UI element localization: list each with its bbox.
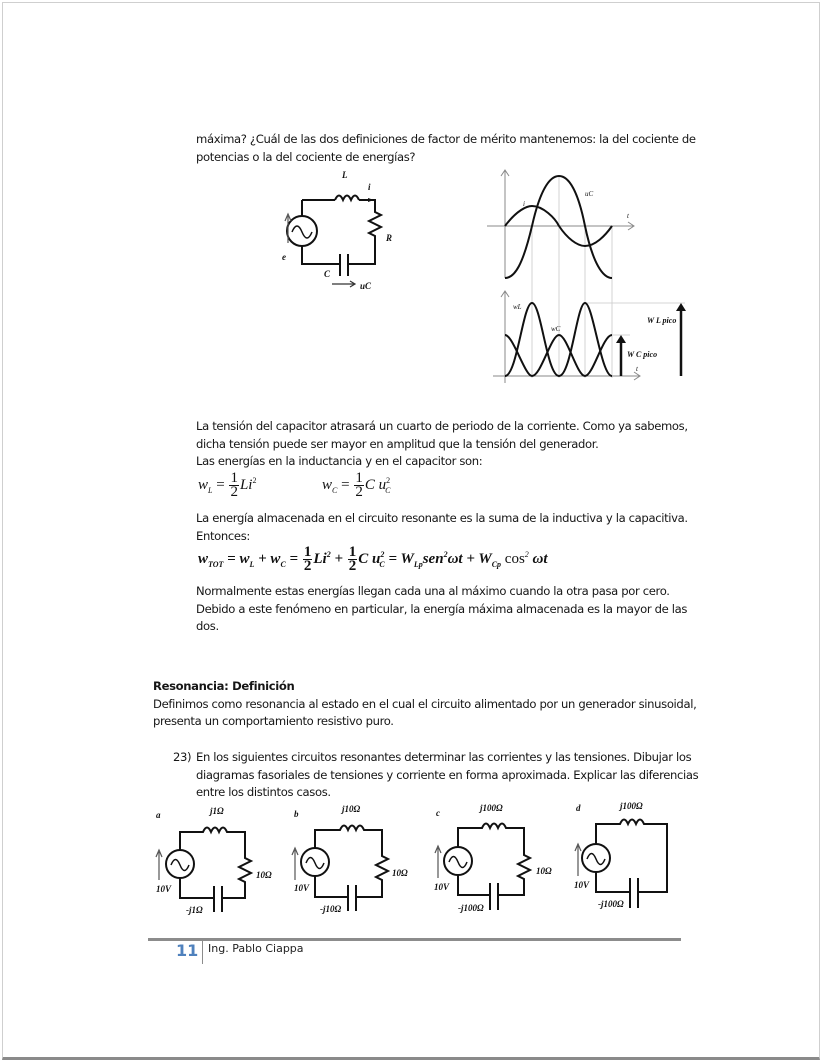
- eq-den: 2: [355, 484, 363, 500]
- eq-symbol: w: [322, 476, 333, 493]
- para1-line-2: dicha tensión puede ser mayor en amplitud que la tensión del generador.: [196, 437, 599, 451]
- label-wC: wC: [551, 325, 561, 333]
- inductor-reactance: j10Ω: [342, 804, 361, 814]
- eq-den: 2: [348, 558, 357, 574]
- label-uC: uC: [360, 281, 372, 291]
- label-R: R: [386, 233, 393, 243]
- exercise-number: 23): [173, 750, 192, 764]
- eq-part: ωt + W: [447, 550, 492, 567]
- intro-line-2: potencias o la del cociente de energías?: [196, 150, 416, 164]
- para1-line-1: La tensión del capacitor atrasará un cuarto de periodo de la corriente. Como ya sabemos,: [196, 419, 688, 433]
- eq-part: sen: [422, 550, 444, 567]
- eq-symbol: w: [198, 476, 209, 493]
- para2-line-2: Entonces:: [196, 529, 250, 543]
- label-C: C: [324, 269, 331, 279]
- label-L: L: [342, 170, 348, 180]
- energy-waveform: [485, 283, 695, 383]
- circuit-label: d: [576, 803, 581, 813]
- eq-part: C: [379, 559, 385, 569]
- eq-part: =: [289, 550, 299, 567]
- equation-wL: $w_L$ = $\frac{1}{2}$ Li$^2$: [198, 470, 257, 500]
- footer-separator: [202, 940, 203, 964]
- para3-line-3: dos.: [196, 619, 219, 633]
- eq-sup: 2: [386, 475, 391, 485]
- eq-rsub: C: [385, 485, 391, 495]
- capacitor-reactance: -j10Ω: [320, 904, 342, 914]
- eq-den: 2: [303, 558, 312, 574]
- capacitor-reactance: -j1Ω: [186, 905, 203, 915]
- eq-part: w: [198, 550, 209, 567]
- eq-part: cos: [504, 550, 525, 567]
- equation-wC: $w_C$ = $\frac{1}{2}$ C $u^2_C$: [322, 470, 391, 500]
- eq-num: 1: [355, 470, 363, 486]
- circuit-d: [570, 800, 695, 920]
- eq-part: Lp: [413, 559, 423, 569]
- circuit-a: [150, 800, 275, 920]
- label-WLpico: W L pico: [647, 316, 677, 325]
- circuit-label: a: [156, 810, 161, 820]
- eq-part: 2: [326, 549, 331, 559]
- page-number: 11: [176, 941, 199, 960]
- rlc-circuit-diagram: [280, 168, 400, 293]
- eq-sub: L: [208, 485, 213, 495]
- para3-line-1: Normalmente estas energías llegan cada una al máximo cuando la otra pasa por cero.: [196, 584, 670, 598]
- eq-part: +: [334, 550, 343, 567]
- footer-rule: [148, 938, 681, 941]
- inductor-reactance: j100Ω: [480, 803, 503, 813]
- eq-part: Li: [313, 550, 327, 567]
- exercise-line-3: entre los distintos casos.: [196, 785, 331, 799]
- source-voltage: 10V: [294, 883, 310, 893]
- capacitor-reactance: -j100Ω: [598, 899, 624, 909]
- resistance: 10Ω: [536, 866, 552, 876]
- label-i: i: [368, 182, 371, 192]
- eq-part: 2: [524, 549, 529, 559]
- inductor-reactance: j100Ω: [620, 801, 643, 811]
- label-wL: wL: [513, 303, 522, 311]
- exercise-line-2: diagramas fasoriales de tensiones y corriente en forma aproximada. Explicar las diferencias: [196, 768, 699, 782]
- section-body-line-1: Definimos como resonancia al estado en el cual el circuito alimentado por un generador sinusoidal,: [153, 697, 697, 711]
- eq-part: C u: [358, 550, 381, 567]
- inductor-reactance: j1Ω: [210, 806, 224, 816]
- source-voltage: 10V: [574, 880, 590, 890]
- circuit-label: c: [436, 808, 440, 818]
- label-t: t: [636, 365, 638, 373]
- source-voltage: 10V: [434, 882, 450, 892]
- circuit-label: b: [294, 809, 299, 819]
- eq-num: 1: [230, 470, 238, 486]
- eq-rhs: Li: [239, 476, 253, 493]
- footer-author: Ing. Pablo Ciappa: [208, 942, 304, 955]
- para3-line-2: Debido a este fenómeno en particular, la energía máxima almacenada es la mayor de las: [196, 602, 688, 616]
- current-voltage-waveform: [485, 168, 645, 283]
- eq-rhs: C u: [364, 476, 387, 493]
- eq-part: Cp: [491, 559, 502, 569]
- eq-part: + w: [258, 550, 281, 567]
- eq-part: ωt: [532, 550, 548, 567]
- label-WCpico: W C pico: [627, 350, 658, 359]
- circuit-c: [430, 800, 555, 920]
- capacitor-reactance: -j100Ω: [458, 903, 484, 913]
- intro-line-1: máxima? ¿Cuál de las dos definiciones de factor de mérito mantenemos: la del cociente de: [196, 132, 696, 146]
- label-uC: uC: [585, 190, 594, 198]
- label-i: i: [523, 200, 525, 208]
- label-e: e: [282, 252, 286, 262]
- section-title: Resonancia: Definición: [153, 679, 295, 693]
- eq-part: = W: [388, 550, 414, 567]
- eq-part: TOT: [208, 559, 224, 569]
- source-voltage: 10V: [156, 884, 172, 894]
- exercise-line-1: En los siguientes circuitos resonantes determinar las corrientes y las tensiones. Dibujar los: [196, 750, 692, 764]
- eq-num: 1: [303, 544, 312, 560]
- para2-line-1: La energía almacenada en el circuito resonante es la suma de la inductiva y la capacitiva.: [196, 511, 688, 525]
- eq-sup: 2: [252, 475, 257, 485]
- eq-num: 1: [348, 544, 357, 560]
- resistance: 10Ω: [256, 870, 272, 880]
- para1-line-3: Las energías en la inductancia y en el capacitor son:: [196, 454, 483, 468]
- label-t: t: [627, 212, 629, 220]
- section-body-line-2: presenta un comportamiento resistivo puro.: [153, 714, 394, 728]
- eq-part: 2: [443, 549, 448, 559]
- eq-part: L: [249, 559, 255, 569]
- equation-total-energy: [198, 546, 548, 573]
- eq-part: 2: [380, 549, 385, 559]
- eq-part: C: [280, 559, 286, 569]
- eq-sub: C: [332, 485, 338, 495]
- circuit-b: [290, 800, 415, 920]
- eq-part: = w: [227, 550, 250, 567]
- eq-den: 2: [230, 484, 238, 500]
- resistance: 10Ω: [392, 868, 408, 878]
